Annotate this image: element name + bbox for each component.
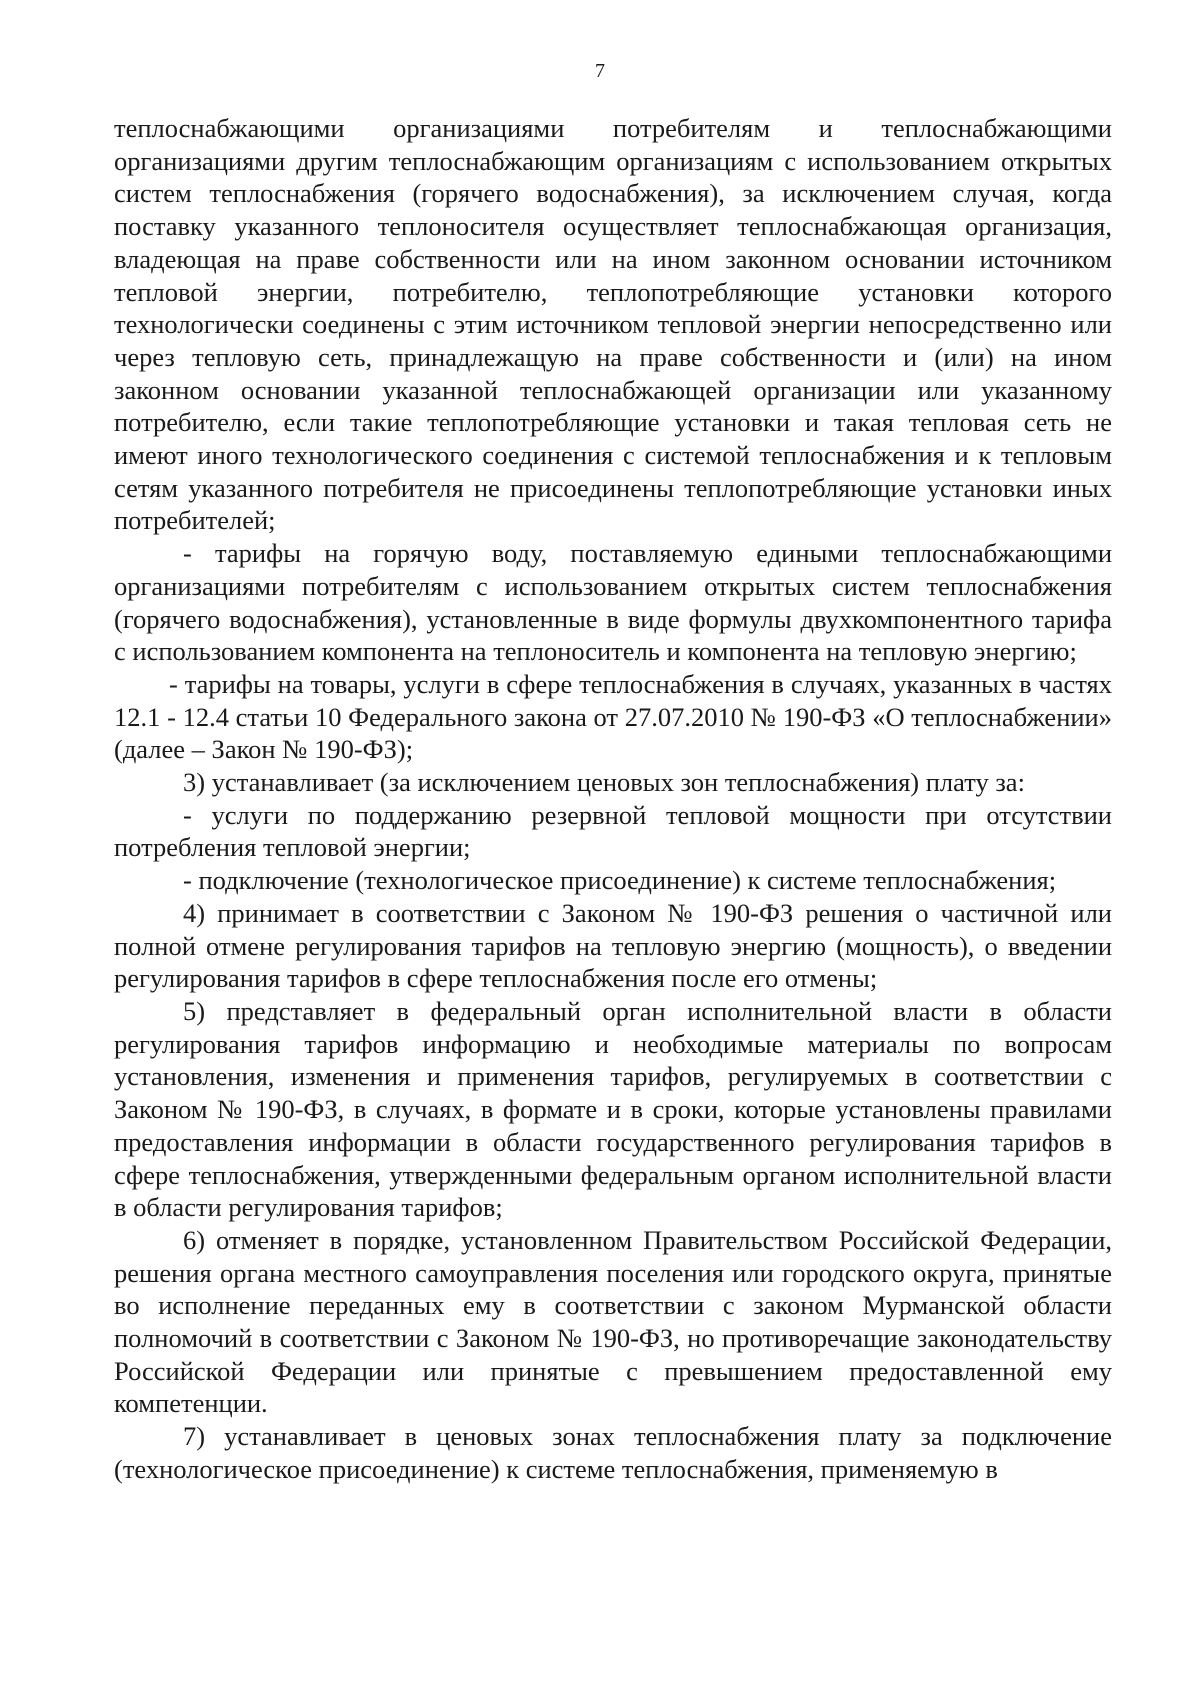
document-body bbox=[114, 112, 1112, 1486]
paragraph-reserve-capacity: - услуги по поддержанию резервной тепловой мощности при отсутствии потребления тепловой энергии; bbox=[114, 799, 1112, 863]
paragraph-connection: - подключение (технологическое присоединение) к системе теплоснабжения; bbox=[183, 865, 1057, 896]
paragraph-continuation: теплоснабжающими организациями потребителям и теплоснабжающими организациями другим теплоснабжающим организациям с использованием открытых систем теплоснабжения (горячего водоснабжения), за исключением случая, когда поставку указанного теплоносителя осуществляет теплоснабжающая организация, владеющая на праве собственности или на ином законном основании источником тепловой энергии, потребителю, теплопотребляющие установки которого технологически соединены с этим источником тепловой энергии непосредственно или через тепловую сеть, принадлежащую на праве собственности и (или) на ином законном основании указанной теплоснабжающей организации или указанному потребителю, если такие теплопотребляющие установки и такая тепловая сеть не имеют иного технологического соединения с системой теплоснабжения и к тепловым сетям указанного потребителя не присоединены теплопотребляющие установки иных потребителей; bbox=[114, 113, 1112, 536]
paragraph-item-6: 6) отменяет в порядке, установленном Правительством Российской Федерации, решения органа местного самоуправления поселения или городского округа, принятые во исполнение переданных ему в соответствии с законом Мурманской области полномочий в соответствии с Законом № 190-ФЗ, но противоречащие законодательству Российской Федерации или принятые с превышением предоставленной ему компетенции. bbox=[114, 1224, 1112, 1419]
paragraph-item-3: 3) устанавливает (за исключением ценовых зон теплоснабжения) плату за: bbox=[183, 767, 1025, 798]
paragraph-goods-services-tariffs: - тарифы на товары, услуги в сфере теплоснабжения в случаях, указанных в частях 12.1 - 12.4 статьи 10 Федерального закона от 27.07.2010 № 190-ФЗ «О теплоснабжении» (далее – Закон № 190-ФЗ); bbox=[114, 668, 1112, 765]
page-number: 7 bbox=[595, 60, 605, 82]
paragraph-item-4: 4) принимает в соответствии с Законом № 190-ФЗ решения о частичной или полной отмене регулирования тарифов на тепловую энергию (мощность), о введении регулирования тарифов в сфере теплоснабжения после его отмены; bbox=[114, 897, 1112, 994]
paragraph-item-7: 7) устанавливает в ценовых зонах теплоснабжения плату за подключение (технологическое присоединение) к системе теплоснабжения, применяемую в bbox=[114, 1421, 1112, 1484]
paragraph-hot-water-tariffs: - тарифы на горячую воду, поставляемую едиными теплоснабжающими организациями потребителям с использованием открытых систем теплоснабжения (горячего водоснабжения), установленные в виде формулы двухкомпонентного тарифа с использованием компонента на теплоноситель и компонента на тепловую энергию; bbox=[114, 538, 1112, 667]
paragraph-item-5: 5) представляет в федеральный орган исполнительной власти в области регулирования тарифов информацию и необходимые материалы по вопросам установления, изменения и применения тарифов, регулируемых в соответствии с Законом № 190-ФЗ, в случаях, в формате и в сроки, которые установлены правилами предоставления информации в области государственного регулирования тарифов в сфере теплоснабжения, утвержденными федеральным органом исполнительной власти в области регулирования тарифов; bbox=[114, 995, 1112, 1223]
